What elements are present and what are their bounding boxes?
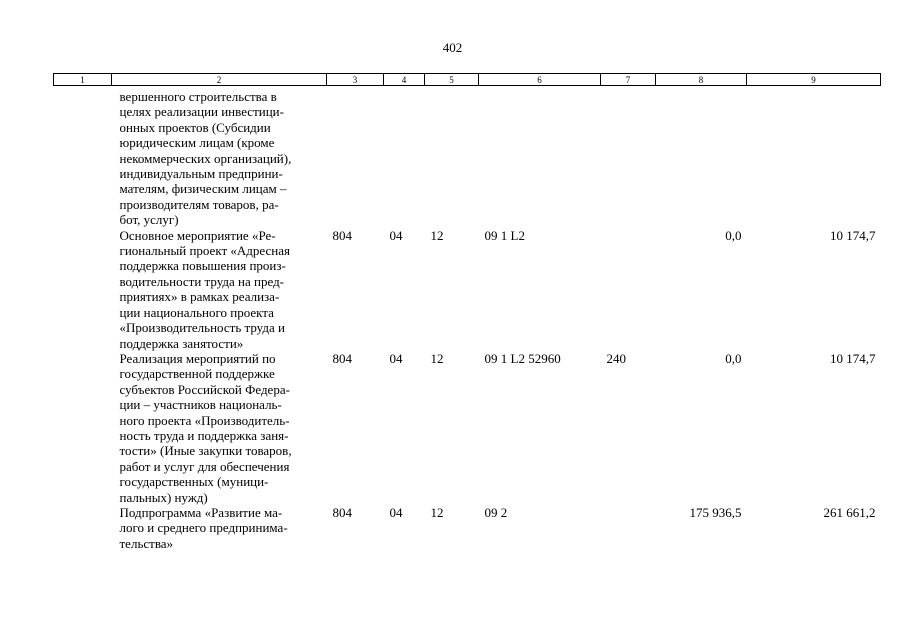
- row-name-cell: вершенного строительства в целях реализации инвестици- онных проектов (Субсидии юридическим лицам (кроме некоммерческих организаций), индивидуальным предприни- мателям, физическим лицам – производителям товаров, ра- бот, услуг): [119, 89, 292, 228]
- row-index-cell: [54, 86, 112, 228]
- subsection-cell: [425, 86, 479, 228]
- amount-cell-1: 0,0: [725, 227, 742, 243]
- column-header-2: 2: [112, 74, 327, 86]
- row-index-cell: [54, 505, 112, 551]
- header-row: [54, 74, 881, 86]
- amount-cell-1: 175 936,5: [689, 504, 742, 520]
- amount-cell-2: 10 174,7: [830, 350, 876, 366]
- target-article-cell: 09 1 L2 52960: [484, 350, 561, 366]
- amount-cell-1: 0,0: [725, 350, 742, 366]
- expense-type-cell: [601, 505, 656, 551]
- amount-cell-1: [656, 86, 747, 228]
- column-header-1: 1: [54, 74, 112, 86]
- table-row: [54, 351, 881, 505]
- column-header-8: 8: [656, 74, 747, 86]
- expense-type-cell: [601, 228, 656, 351]
- budget-table: [53, 73, 881, 551]
- section-cell: 04: [389, 227, 403, 243]
- section-cell: 04: [389, 350, 403, 366]
- column-header-5: 5: [425, 74, 479, 86]
- row-name-cell: Основное мероприятие «Ре- гиональный проект «Адресная поддержка повышения произ- водительности труда на пред- приятиях» в рамках реализа- ции национального проекта «Производительность труда и поддержка занятости»: [119, 227, 290, 351]
- row-name-cell: Подпрограмма «Развитие ма- лого и среднего предпринима- тельства»: [119, 504, 288, 551]
- column-header-7: 7: [601, 74, 656, 86]
- grbs-cell: 804: [332, 350, 352, 366]
- page-number: 402: [442, 40, 463, 55]
- column-header-4: 4: [384, 74, 425, 86]
- section-cell: 04: [389, 504, 403, 520]
- expense-type-cell: [601, 86, 656, 228]
- amount-cell-2: [747, 86, 881, 228]
- amount-cell-2: 10 174,7: [830, 227, 876, 243]
- subsection-cell: 12: [430, 227, 444, 243]
- target-article-cell: 09 2: [484, 504, 508, 520]
- grbs-cell: 804: [332, 227, 352, 243]
- grbs-cell: [327, 86, 384, 228]
- table-row: [54, 505, 881, 551]
- row-index-cell: [54, 228, 112, 351]
- expense-type-cell: 240: [606, 350, 626, 366]
- target-article-cell: [479, 86, 601, 228]
- grbs-cell: 804: [332, 504, 352, 520]
- table-row: [54, 86, 881, 228]
- subsection-cell: 12: [430, 350, 444, 366]
- subsection-cell: 12: [430, 504, 444, 520]
- column-header-3: 3: [327, 74, 384, 86]
- column-header-9: 9: [747, 74, 881, 86]
- column-number-header: [54, 74, 881, 86]
- table-row: [54, 228, 881, 351]
- section-cell: [384, 86, 425, 228]
- row-index-cell: [54, 351, 112, 505]
- target-article-cell: 09 1 L2: [484, 227, 525, 243]
- row-name-cell: Реализация мероприятий по государственной поддержке субъектов Российской Федера- ции – участников националь- ного проекта «Производитель- ность труда и поддержка заня- тости» (Иные закупки товаров, работ и услуг для обеспечения государственных (муници- пальных) нужд): [119, 350, 292, 505]
- amount-cell-2: 261 661,2: [823, 504, 876, 520]
- column-header-6: 6: [479, 74, 601, 86]
